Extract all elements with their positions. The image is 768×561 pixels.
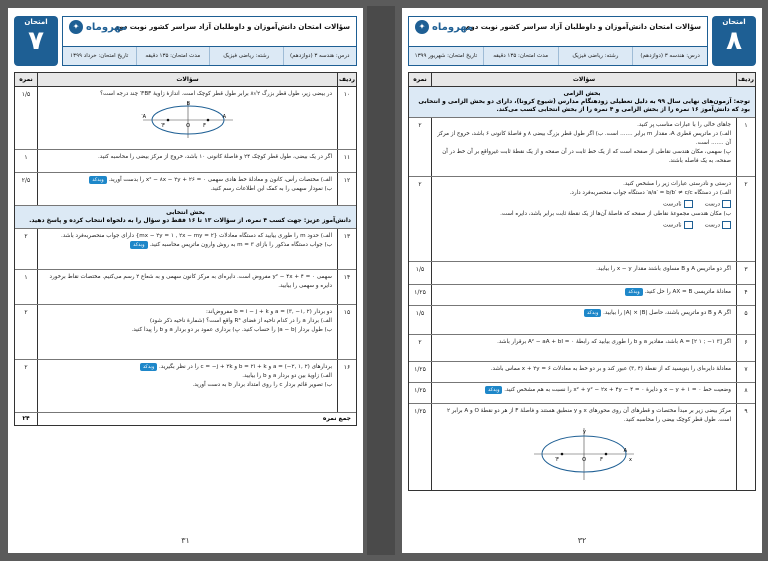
info-bar bbox=[409, 46, 707, 65]
question-score: ۱/۲۵ bbox=[409, 285, 432, 305]
question-score: ۲ bbox=[15, 229, 38, 269]
exam-number: ۸ bbox=[726, 26, 742, 56]
total-row bbox=[15, 413, 356, 425]
question-body: اگر A و B دو ماتریس باشند، حاصل |A| × |B| را بیابید. bbox=[603, 310, 731, 316]
info-date: تاریخ امتحان: خرداد ۱۳۹۹ bbox=[70, 53, 129, 59]
question-text bbox=[38, 229, 337, 269]
logo-text: مهروماه bbox=[432, 21, 474, 33]
question-part-a: الف) در ماتریس قطری A، مقدار m برابر ....... است. ب) اگر طول قطر بزرگ بیضی ۸ و فاصلهٔ کانونی ۶ باشد، خروج از مرکز آن ....... است. bbox=[437, 131, 731, 146]
question-number: ۱۴ bbox=[337, 270, 356, 304]
exam-header bbox=[14, 16, 357, 66]
question-number: ۱۵ bbox=[337, 305, 356, 359]
question-score: ۲ bbox=[15, 305, 38, 359]
info-duration: مدت امتحان: ۱۳۵ دقیقه bbox=[483, 47, 558, 65]
exam-header bbox=[408, 16, 756, 66]
question-part-a: الف) حدود m را طوری بیابید که دستگاه معادلات {mx − ۲y = ۱ , ۲x − my = ۲} دارای جواب منحصربه‌فرد باشد. bbox=[61, 233, 332, 239]
logo bbox=[415, 20, 473, 34]
question-part-b: ب) نمودار سهمی را به کمک این اطلاعات رسم کنید. bbox=[210, 186, 332, 192]
question-body: مرکز بیضی زیر بر مبدأ مختصات و قطرهای آن روی محورهای x و y منطبق هستند و فاصلهٔ F از هر دو نقطهٔ O و A برابر ۲ است. طول قطر کوچک بیضی را محاسبه کنید. bbox=[446, 408, 731, 423]
choice-false[interactable] bbox=[663, 200, 693, 210]
question-text: سهمی y² − ۴x + ۴ = ۰ مفروض است. دایره‌ای به مرکز کانون سهمی و به شعاع ۲ رسم می‌کنیم. مختصات نقاط برخورد دایره و سهمی را بیابید. bbox=[49, 274, 332, 289]
info-course: درس: هندسه ۳ (دوازدهم) bbox=[632, 47, 707, 65]
question-part-b: پ) سهمی، مکان هندسی نقاطی از صفحه است که از یک خط ثابت در آن صفحه و از یک نقطهٔ ثابت غیرواقع بر آن خط در آن صفحه، به یک فاصله باشند. bbox=[442, 149, 731, 164]
question-row bbox=[409, 404, 755, 490]
question-score: ۲ bbox=[409, 118, 432, 176]
choice-true[interactable] bbox=[705, 221, 731, 231]
question-text: اگر A = [۲ ۱ ; −۱ ۳] باشد، مقادیر a و b را طوری بیابید که رابطهٔ A² − aA + bI = ۰ برقرار باشد. bbox=[497, 339, 731, 345]
questions-table bbox=[14, 72, 357, 426]
checkbox-icon bbox=[722, 200, 731, 208]
question-row bbox=[15, 150, 356, 173]
info-duration: مدت امتحان: ۱۳۵ دقیقه bbox=[136, 47, 210, 65]
question-text bbox=[432, 177, 736, 261]
question-number: ۷ bbox=[736, 362, 755, 382]
question-score: ۱/۵ bbox=[15, 87, 38, 149]
question-score: ۱/۲۵ bbox=[409, 383, 432, 403]
header-score: نمره bbox=[15, 73, 38, 86]
info-bar bbox=[63, 46, 356, 65]
section-note: توجه: آزمون‌های نهایی سال ۹۹ به دلیل تعطیلی زودهنگام مدارس (شیوع کرونا)، دارای دو بخش الزامی و انتخابی بود که دانش‌آموز ۱۶ نمره را از بخش الزامی و ۴ نمره را از بخش انتخابی کسب می‌کند. bbox=[418, 98, 750, 113]
info-date: تاریخ امتحان: شهریور ۱۳۹۹ bbox=[414, 53, 478, 59]
label-a: A bbox=[623, 448, 627, 454]
total-label: جمع نمره bbox=[322, 415, 351, 422]
checkbox-icon bbox=[684, 221, 693, 229]
section-title: بخش الزامی bbox=[563, 90, 601, 97]
label-b: B bbox=[186, 101, 190, 107]
choice-label: درست bbox=[704, 222, 720, 228]
exam-title: سؤالات امتحان دانش‌آموزان و داوطلبان آزاد سراسر کشور نوبت دوم bbox=[465, 23, 701, 31]
question-text bbox=[432, 306, 736, 334]
question-part-a: الف) بردار a را در کدام ناحیه از فضای R³ واقع است؟ (شمارهٔ ناحیه ذکر شود) bbox=[149, 318, 332, 324]
question-row bbox=[409, 262, 755, 285]
header-box bbox=[408, 16, 708, 66]
label-f: F bbox=[202, 123, 206, 129]
question-score: ۲ bbox=[409, 177, 432, 261]
video-code-tag[interactable]: ویدکد bbox=[584, 309, 601, 317]
question-intro: درستی و نادرستی عبارات زیر را مشخص کنید. bbox=[623, 181, 731, 187]
question-text bbox=[432, 404, 736, 490]
question-row bbox=[409, 118, 755, 177]
logo-icon: ✦ bbox=[415, 20, 429, 34]
question-text: معادلهٔ دایره‌ای را بنویسید که از نقطهٔ (۴ ,۳) عبور کند و بر دو خط به معادلات x + ۲y = ۶ مماس باشد. bbox=[490, 366, 731, 372]
section-title: بخش انتخابی bbox=[166, 209, 205, 216]
left-page bbox=[8, 8, 363, 553]
choice-true[interactable] bbox=[705, 200, 731, 210]
question-row bbox=[409, 383, 755, 404]
question-text bbox=[432, 118, 736, 176]
page-number: ۳۱ bbox=[181, 536, 190, 545]
question-text bbox=[432, 383, 736, 403]
video-code-tag[interactable]: ویدکد bbox=[130, 241, 147, 249]
right-page bbox=[402, 8, 762, 553]
question-body: وضعیت خط x − y + ۱ = ۰ و دایرهٔ x² + y² − ۲x + ۴y − ۴ = ۰ را نسبت به هم مشخص کنید. bbox=[504, 387, 731, 393]
question-number: ۸ bbox=[736, 383, 755, 403]
question-intro: دو بردار a = (۳, −۱, ۲) و b = i − j + k مفروض‌اند: bbox=[206, 309, 332, 315]
choice-label: نادرست bbox=[662, 201, 682, 208]
logo-text: مهروماه bbox=[86, 21, 128, 33]
section-note: دانش‌آموز عزیز: جهت کسب ۴ نمره، از سؤالات ۱۳ تا ۱۶ فقط دو سؤال را به دلخواه انتخاب کرده و پاسخ دهید. bbox=[29, 217, 351, 224]
choice-label: درست bbox=[704, 201, 720, 208]
info-field: رشته: ریاضی فیزیک bbox=[209, 47, 283, 65]
page-number: ۳۲ bbox=[577, 536, 587, 545]
question-score: ۱ bbox=[15, 270, 38, 304]
table-header bbox=[15, 73, 356, 87]
label-f: F bbox=[600, 457, 603, 463]
exam-badge bbox=[14, 16, 58, 66]
choice-false[interactable] bbox=[663, 221, 693, 231]
checkbox-icon bbox=[684, 200, 693, 208]
question-text bbox=[432, 285, 736, 305]
question-part-b: ب) طول بردار |a − b| را حساب کنید. پ) برداری عمود بر دو بردار a و b را پیدا کنید. bbox=[131, 327, 332, 333]
exam-number: ۷ bbox=[28, 26, 44, 56]
exam-label: امتحان bbox=[24, 18, 48, 26]
question-score: ۱/۵ bbox=[409, 306, 432, 334]
ellipse-figure bbox=[529, 427, 639, 481]
question-number: ۳ bbox=[736, 262, 755, 284]
question-score: ۲/۵ bbox=[15, 173, 38, 205]
question-number: ۶ bbox=[736, 335, 755, 361]
video-code-tag[interactable]: ویدکد bbox=[140, 363, 157, 371]
header-score: نمره bbox=[409, 73, 432, 86]
question-row bbox=[15, 360, 356, 413]
logo bbox=[69, 20, 127, 34]
question-part-a: الف) مختصات رأس، کانون و معادلهٔ خط هادی سهمی x² − ۸x − ۲y + ۲۶ = ۰ را بدست آورید. bbox=[108, 177, 332, 183]
statement-a: الف) در دستگاه a/a′ = b/b′ ≠ c/c′ دستگاه جواب منحصربه‌فرد دارد. bbox=[569, 190, 731, 196]
true-false-choices bbox=[437, 200, 731, 210]
question-number: ۱۰ bbox=[337, 87, 356, 149]
exam-badge bbox=[712, 16, 756, 66]
question-number: ۱۳ bbox=[337, 229, 356, 269]
question-row bbox=[409, 177, 755, 262]
header-questions: سؤالات bbox=[572, 76, 596, 83]
video-code-tag[interactable]: ویدکد bbox=[625, 288, 642, 296]
question-text bbox=[38, 360, 337, 412]
ellipse-figure bbox=[138, 101, 238, 139]
questions-table bbox=[408, 72, 756, 491]
header-box bbox=[62, 16, 357, 66]
page-gutter bbox=[367, 6, 395, 555]
question-number: ۱ bbox=[736, 118, 755, 176]
label-x: x bbox=[629, 457, 632, 463]
label-y: y bbox=[583, 429, 586, 435]
question-row bbox=[15, 229, 356, 270]
question-part-a: الف) زاویهٔ بین دو بردار a و b را بیابید. bbox=[242, 373, 332, 379]
question-intro: بردارهای a = (−۲, ۱, ۲) و b = ۲i + k و c = −j + ۲k را در نظر بگیرید. bbox=[159, 364, 332, 370]
question-body: در بیضی زیر، طول قطر بزرگ ۲√۸ برابر طول قطر کوچک است. اندازهٔ زاویهٔ FBF′ چند درجه است؟ bbox=[100, 91, 332, 97]
label-o: O bbox=[185, 123, 190, 129]
question-row bbox=[15, 270, 356, 305]
question-score: ۱/۲۵ bbox=[409, 404, 432, 490]
question-number: ۱۲ bbox=[337, 173, 356, 205]
question-row bbox=[15, 87, 356, 150]
label-f-prime: F′ bbox=[160, 123, 165, 129]
header-questions: سؤالات bbox=[176, 76, 199, 83]
question-score: ۱ bbox=[15, 150, 38, 172]
logo-icon: ✦ bbox=[69, 20, 83, 34]
choice-label: نادرست bbox=[662, 222, 682, 228]
video-code-tag[interactable]: ویدکد bbox=[89, 176, 106, 184]
question-number: ۵ bbox=[736, 306, 755, 334]
question-text bbox=[38, 87, 337, 149]
total-score: ۲۴ bbox=[15, 413, 38, 425]
question-part-b: ب) جواب دستگاه مذکور را بازای m = ۳ به روش وارون ماتریس محاسبه کنید. bbox=[149, 242, 332, 248]
elective-section bbox=[15, 206, 356, 229]
question-text: اگر در یک بیضی، طول قطر کوچک ۲۴ و فاصلهٔ کانونی ۱۰ باشد، خروج از مرکز بیضی را محاسبه کنید. bbox=[97, 154, 332, 160]
label-a-prime: A′ bbox=[140, 114, 146, 120]
checkbox-icon bbox=[722, 221, 731, 229]
question-score: ۲ bbox=[15, 360, 38, 412]
exam-label: امتحان bbox=[722, 18, 746, 26]
video-code-tag[interactable]: ویدکد bbox=[485, 386, 502, 394]
question-score: ۱/۲۵ bbox=[409, 362, 432, 382]
statement-b: ب) مکان هندسی مجموعهٔ نقاطی از صفحه که فاصلهٔ آن‌ها از یک نقطهٔ ثابت برابر باشد، دایره است. bbox=[500, 210, 731, 217]
info-field: رشته: ریاضی فیزیک bbox=[558, 47, 633, 65]
question-row bbox=[409, 306, 755, 335]
question-row bbox=[409, 362, 755, 383]
question-row bbox=[15, 173, 356, 206]
info-course: درس: هندسه ۳ (دوازدهم) bbox=[283, 47, 357, 65]
question-intro: جاهای خالی را با عبارات مناسب پر کنید. bbox=[637, 122, 731, 128]
question-number: ۱۶ bbox=[337, 360, 356, 412]
question-row bbox=[409, 285, 755, 306]
question-number: ۴ bbox=[736, 285, 755, 305]
question-score: ۱/۵ bbox=[409, 262, 432, 284]
question-row bbox=[15, 305, 356, 360]
header-row: ردیف bbox=[337, 73, 356, 86]
question-text: اگر دو ماتریس A و B مساوی باشند مقدار x − y را بیابید. bbox=[596, 266, 731, 272]
question-score: ۲ bbox=[409, 335, 432, 361]
question-part-b: ب) تصویر قائم بردار c را روی امتداد بردار b به دست آورید. bbox=[192, 382, 332, 388]
question-number: ۲ bbox=[736, 177, 755, 261]
header-row: ردیف bbox=[736, 73, 755, 86]
question-body: معادلهٔ ماتریسی AX = B را حل کنید. bbox=[644, 289, 731, 295]
question-text bbox=[38, 173, 337, 205]
question-text bbox=[38, 305, 337, 359]
true-false-choices bbox=[437, 221, 731, 231]
question-number: ۹ bbox=[736, 404, 755, 490]
question-row bbox=[409, 335, 755, 362]
exam-title: سؤالات امتحان دانش‌آموزان و داوطلبان آزاد سراسر کشور نوبت دوم bbox=[114, 23, 350, 31]
table-header bbox=[409, 73, 755, 87]
label-o: O bbox=[582, 457, 586, 463]
mandatory-section bbox=[409, 87, 755, 118]
label-f-prime: F′ bbox=[554, 457, 559, 463]
label-a: A bbox=[222, 114, 226, 120]
question-number: ۱۱ bbox=[337, 150, 356, 172]
